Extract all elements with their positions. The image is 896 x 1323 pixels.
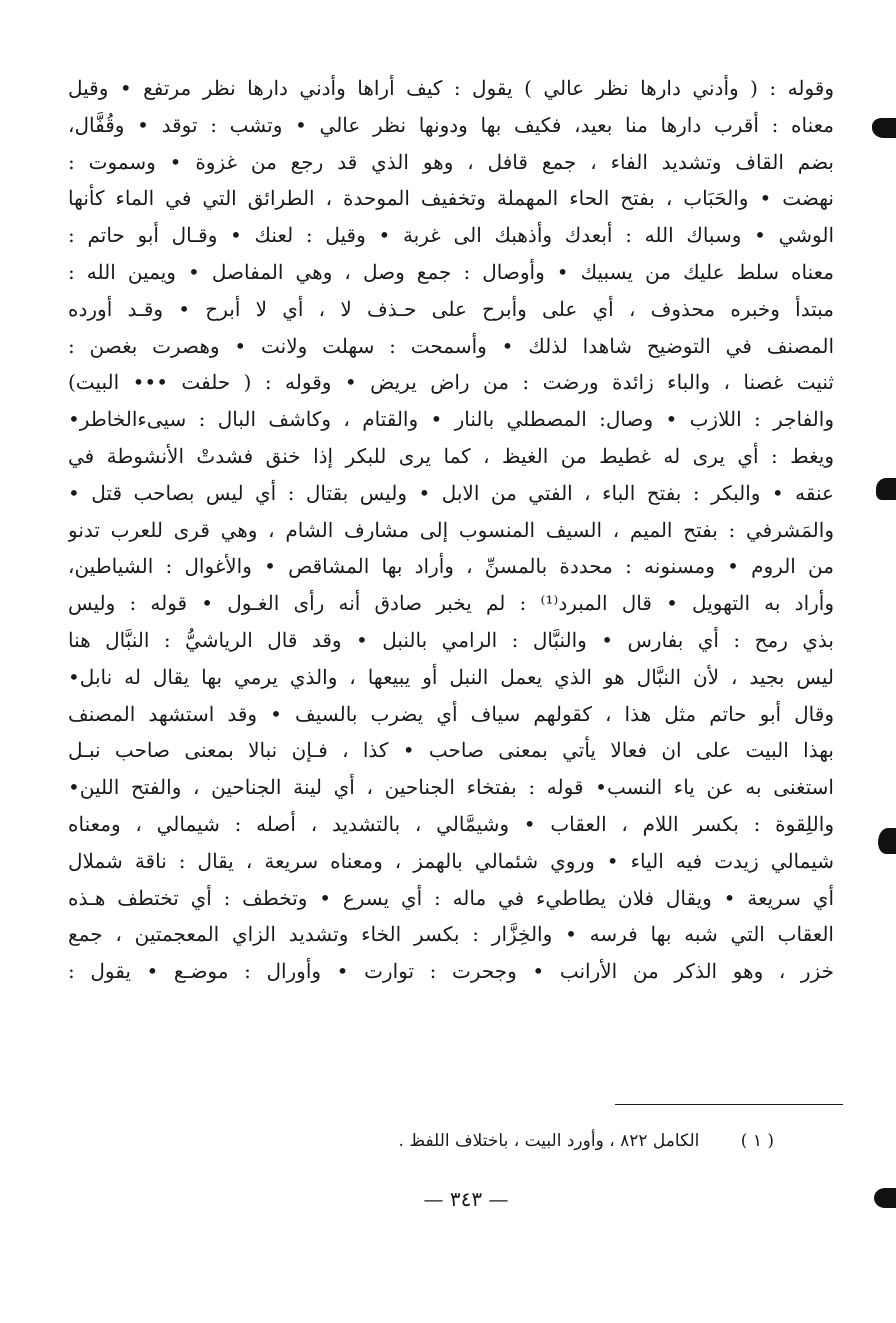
scan-mark	[876, 478, 896, 500]
text-line: وقال أبو حاتم مثل هذا ، كقولهم سياف أي يضرب بالسيف • وقد استشهد المصنف	[68, 701, 834, 726]
text-line: بذي رمح : أي بفارس • والنبَّال : الرامي بالنبل • وقد قال الرياشيُّ : النبَّال هنا	[68, 627, 834, 652]
footnote-number: ( ١ )	[740, 1131, 774, 1151]
main-text-block	[68, 70, 834, 990]
text-line: مبتدأ وخبره محذوف ، أي على وأبرح على حـذف لا ، أي لا أبرح • وقـد أورده	[68, 296, 834, 321]
text-line: الوشي • وسباك الله : أبعدك وأذهبك الى غربة • وقيل : لعنك • وقـال أبو حاتم :	[68, 223, 834, 248]
scan-mark	[878, 828, 896, 854]
footnote	[200, 1126, 774, 1156]
text-line: شيمالي زيدت فيه الياء • وروي شئمالي بالهمز ، ومعناه سريعة ، يقال : ناقة شملال	[68, 848, 834, 873]
text-line: من الروم • ومسنونه : محددة بالمسنِّ ، وأراد بها المشاقص • والأغوال : الشياطين،	[68, 554, 834, 579]
footnote-divider	[615, 1104, 843, 1105]
text-line: ويغط : أي يرى له غطيط من الغيظ ، كما يرى للبكر إذا خنق فشدتْ الأنشوطة في	[68, 443, 834, 468]
text-line: عنقه • والبكر : بفتح الباء ، الفتي من الابل • وليس بقتال : أي ليس بصاحب قتل •	[68, 480, 834, 505]
scan-mark	[872, 118, 896, 138]
page-number: — ٣٤٣ —	[423, 1187, 509, 1211]
text-line: نهضت • والحَبَاب ، بفتح الحاء المهملة وتخفيف الموحدة ، الطرائق التي في الماء كأنها	[68, 186, 834, 211]
text-line: وقوله : ( وأدني دارها نظر عالي ) يقول : كيف أراها وأدني دارها نظر مرتفع • وقيل	[68, 76, 834, 100]
text-line: ثنيت غصنا ، والباء زائدة ورضت : من راض يريض • وقوله : ( حلفت ••• البيت)	[68, 370, 834, 395]
text-line: أي سريعة • ويقال فلان يطاطيء في ماله : أي يسرع • وتخطف : أي تختطف هـذه	[68, 885, 834, 910]
text-line: معناه سلط عليك من يسبيك • وأوصال : جمع وصل ، وهي المفاصل • ويمين الله :	[68, 259, 834, 284]
text-line: استغنى به عن ياء النسب• قوله : بفتخاء الجناحين ، أي لينة الجناحين ، والفتح اللين•	[68, 775, 834, 800]
text-line: ليس بجيد ، لأن النبَّال هو الذي يعمل النبل أو يبيعها ، والذي يرمي بها يقال له نابل•	[68, 664, 834, 689]
scan-mark	[874, 1188, 896, 1208]
text-line: والمَشرفي : بفتح الميم ، السيف المنسوب إلى مشارف الشام ، وهي قرى للعرب تدنو	[68, 517, 834, 542]
text-line: واللِقوة : بكسر اللام ، العقاب • وشيمَّالي ، بالتشديد ، أصله : شيمالي ، ومعناه	[68, 811, 834, 836]
text-line: بهذا البيت على ان فعالا يأتي بمعنى صاحب • كذا ، فـإن نبالا بمعنى صاحب نبـل	[68, 738, 834, 763]
text-line: خزر ، وهو الذكر من الأرانب • وجحرت : توارت • وأورال : موضـع • يقول :	[68, 959, 834, 984]
text-line: المصنف في التوضيح شاهدا لذلك • وأسمحت : سهلت ولانت • وهصرت بغصن :	[68, 333, 834, 358]
text-line: والفاجر : اللازب • وصال: المصطلي بالنار • والقتام ، وكاشف البال : سيىءالخاطر•	[68, 407, 834, 432]
text-line: معناه : أقرب دارها منا بعيد، فكيف بها ودونها نظر عالي • وتشب : توقد • وقُفَّال،	[68, 112, 834, 137]
text-line: بضم القاف وتشديد الفاء ، جمع قافل ، وهو الذي قد رجع من غزوة • وسموت :	[68, 149, 834, 174]
footnote-text: الكامل ٨٢٢ ، وأورد البيت ، باختلاف اللفظ .	[398, 1131, 700, 1151]
text-line: وأراد به التهويل • قال المبرد⁽¹⁾ : لم يخبر صادق أنه رأى الغـول • قوله : وليس	[68, 591, 834, 616]
text-line: العقاب التي شبه بها فرسه • والخِزَّار : بكسر الخاء وتشديد الزاي المعجمتين ، جمع	[68, 922, 834, 947]
